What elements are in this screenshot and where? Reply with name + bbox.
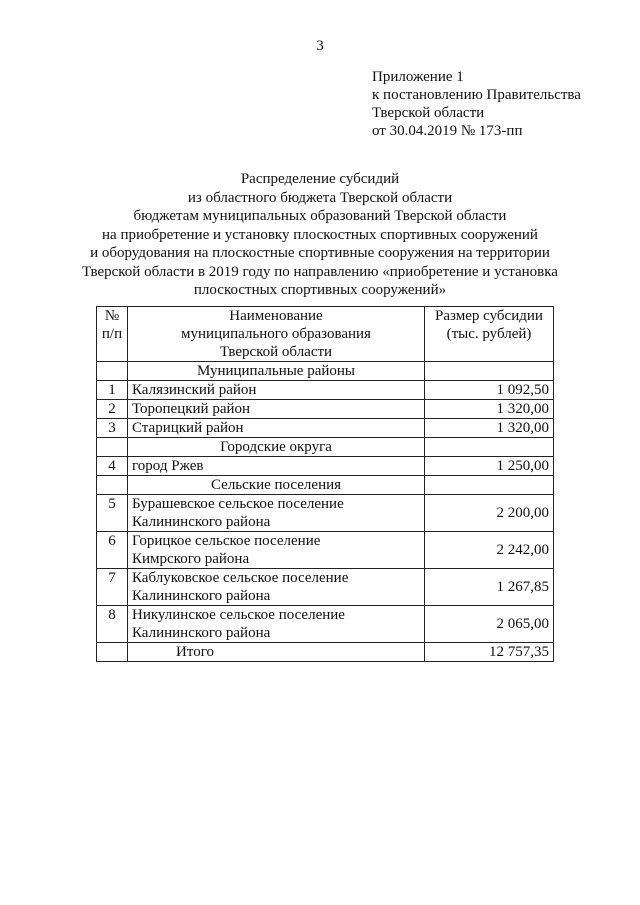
row-sum: 2 065,00 — [425, 606, 554, 643]
row-name: Калязинский район — [128, 381, 425, 400]
header-name — [128, 307, 425, 362]
row-sum: 2 242,00 — [425, 532, 554, 569]
row-name: Торопецкий район — [128, 400, 425, 419]
row-name-line: Калининского района — [132, 514, 271, 530]
table-row — [97, 606, 554, 643]
row-name — [128, 495, 425, 532]
row-number: 6 — [97, 532, 128, 569]
header-number-line: п/п — [101, 326, 123, 342]
table-row — [97, 457, 554, 476]
appendix-line: от 30.04.2019 № 173-пп — [372, 123, 523, 139]
row-number: 7 — [97, 569, 128, 606]
appendix-reference — [372, 68, 581, 140]
section-row — [97, 362, 554, 381]
row-number: 2 — [97, 400, 128, 419]
header-number-line: № — [104, 308, 120, 324]
section-row — [97, 476, 554, 495]
table-row — [97, 419, 554, 438]
total-sum: 12 757,35 — [425, 643, 554, 662]
header-name-line: Наименование — [229, 308, 323, 324]
title-line: Тверской области в 2019 году по направлению «приобретение и установка — [82, 263, 558, 280]
total-row — [97, 643, 554, 662]
row-number: 5 — [97, 495, 128, 532]
header-sum — [425, 307, 554, 362]
row-number: 1 — [97, 381, 128, 400]
row-name-line: Никулинское сельское поселение — [132, 607, 345, 623]
table-row — [97, 381, 554, 400]
table-row — [97, 569, 554, 606]
row-sum: 1 267,85 — [425, 569, 554, 606]
appendix-line: к постановлению Правительства — [372, 87, 581, 103]
row-sum: 1 250,00 — [425, 457, 554, 476]
table-row — [97, 532, 554, 569]
total-label-text: Итого — [176, 644, 214, 660]
table-header-row — [97, 307, 554, 362]
row-sum: 2 200,00 — [425, 495, 554, 532]
row-name-line: Каблуковское сельское поселение — [132, 570, 349, 586]
header-name-line: муниципального образования — [181, 326, 371, 342]
row-name — [128, 569, 425, 606]
section-label: Муниципальные районы — [128, 362, 425, 381]
section-row — [97, 438, 554, 457]
subsidy-table — [96, 306, 554, 662]
row-name-line: Бурашевское сельское поселение — [132, 496, 344, 512]
title-line: из областного бюджета Тверской области — [187, 189, 453, 206]
row-name-line: Горицкое сельское поселение — [132, 533, 321, 549]
row-number: 3 — [97, 419, 128, 438]
row-number: 4 — [97, 457, 128, 476]
title-line: плоскостных спортивных сооружений» — [193, 282, 447, 298]
row-name-line: Калининского района — [132, 625, 271, 641]
header-sum-line: (тыс. рублей) — [446, 326, 532, 342]
row-sum: 1 320,00 — [425, 400, 554, 419]
row-name — [128, 606, 425, 643]
row-name — [128, 532, 425, 569]
header-sum-line: Размер субсидии — [435, 308, 543, 324]
row-sum: 1 320,00 — [425, 419, 554, 438]
appendix-line: Приложение 1 — [372, 69, 464, 85]
row-name: Старицкий район — [128, 419, 425, 438]
title-line: на приобретение и установку плоскостных спортивных сооружений — [102, 226, 538, 243]
header-name-line: Тверской области — [219, 344, 333, 360]
total-label — [128, 643, 425, 662]
section-label: Сельские поселения — [128, 476, 425, 495]
row-number: 8 — [97, 606, 128, 643]
title-line: Распределение субсидий — [240, 171, 400, 187]
document-title — [0, 170, 640, 300]
page-number: 3 — [316, 38, 324, 54]
title-line: и оборудования на плоскостные спортивные сооружения на территории — [90, 245, 550, 261]
table-row — [97, 495, 554, 532]
section-label: Городские округа — [128, 438, 425, 457]
row-name-line: Кимрского района — [132, 551, 250, 567]
table-row — [97, 400, 554, 419]
header-number — [97, 307, 128, 362]
row-name-line: Калининского района — [132, 588, 271, 604]
row-sum: 1 092,50 — [425, 381, 554, 400]
title-line: бюджетам муниципальных образований Тверской области — [133, 208, 507, 224]
appendix-line: Тверской области — [372, 105, 485, 121]
row-name: город Ржев — [128, 457, 425, 476]
